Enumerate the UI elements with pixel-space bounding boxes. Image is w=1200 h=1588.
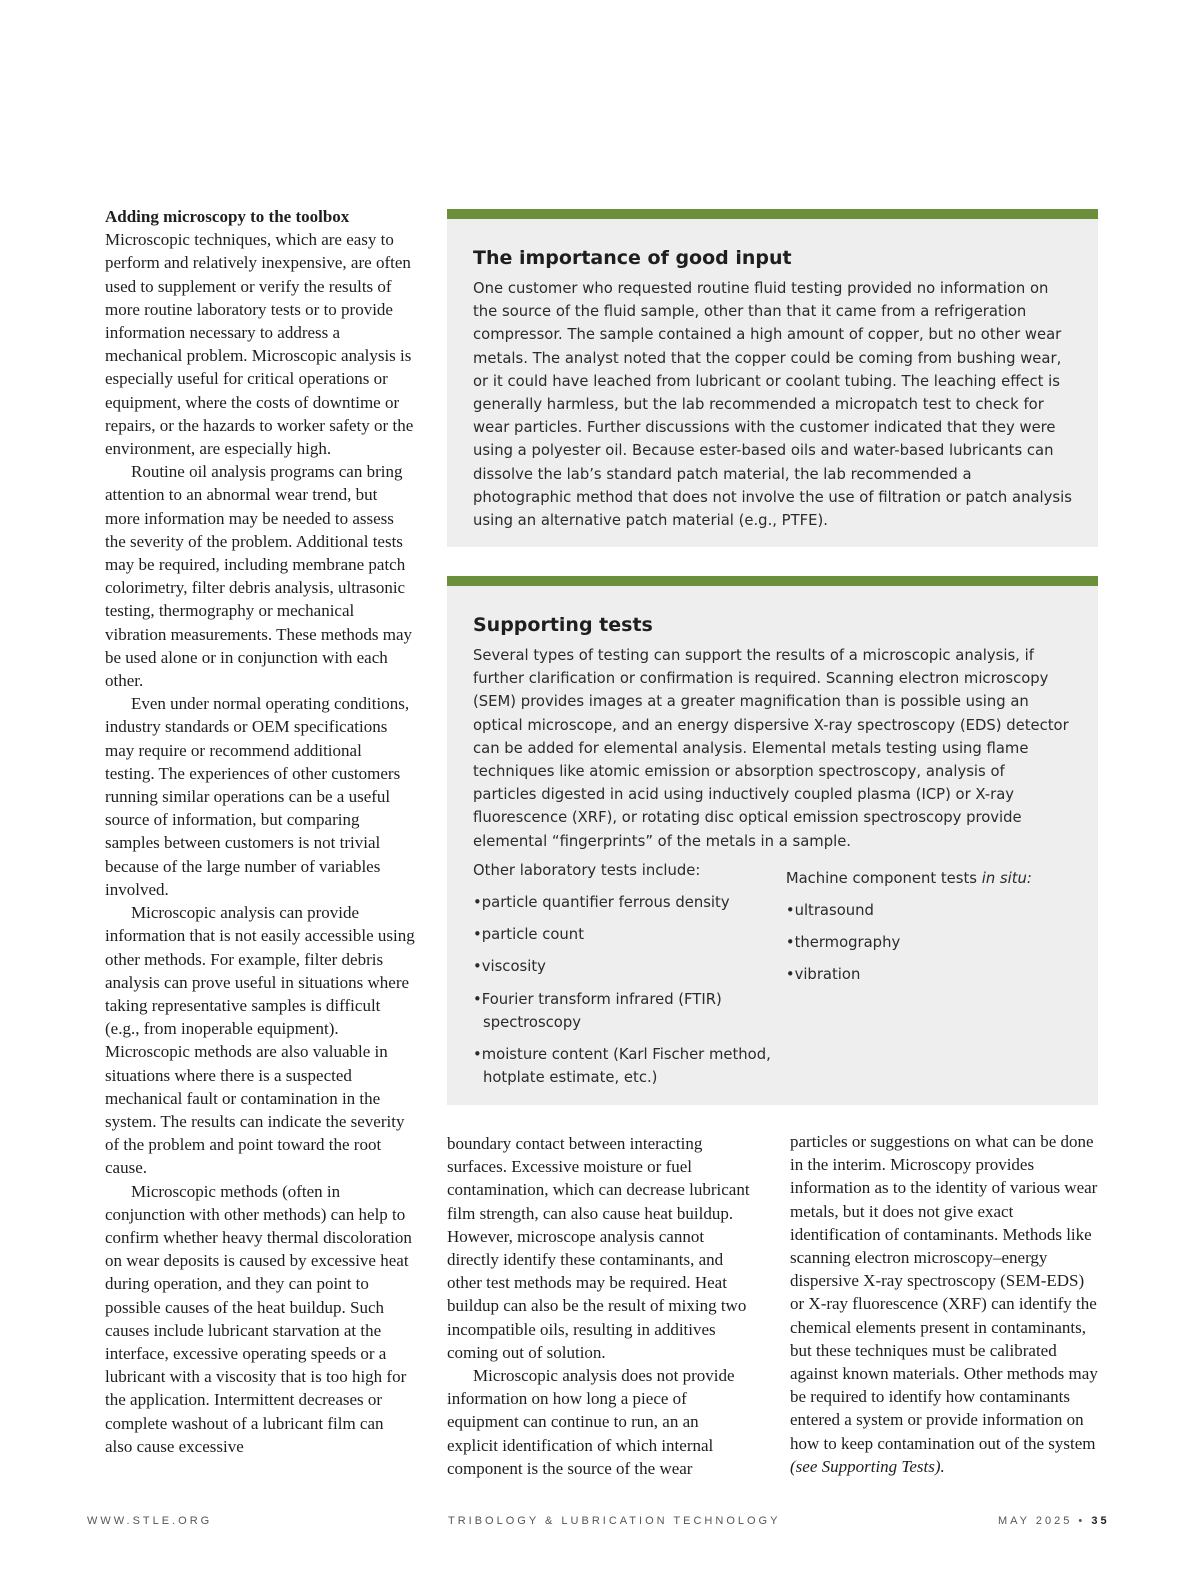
sidebar-box-supporting-tests (447, 576, 1098, 1105)
body-paragraph: Microscopic analysis can provide information that is not easily accessible using other methods. For example, filter debris analysis can prove useful in situations where taking representative samples is difficult (e.g., from inoperable equipment). Microscopic methods are also valuable in situations where there is a suspected mechanical fault or contamination in the system. The results can indicate the severity of the problem and point toward the root cause. (105, 903, 415, 1178)
test-lists (473, 859, 1072, 1099)
lab-tests-list (473, 859, 786, 1099)
footer-date: MAY 2025 • 35 (998, 1515, 1110, 1527)
list-item: • vibration (786, 963, 1072, 986)
body-paragraph: boundary contact between interacting surfaces. Excessive moisture or fuel contamination, which can decrease lubricant film strength, can also cause heat buildup. However, microscope analysis cannot directly identify these contaminants, and other test methods may be required. Heat buildup can also be the result of mixing two incompatible oils, resulting in additives coming out of solution. (447, 1134, 750, 1362)
list-item: • moisture content (Karl Fischer method, hotplate estimate, etc.) (473, 1043, 786, 1089)
body-paragraph: Microscopic techniques, which are easy to perform and relatively inexpensive, are often used to supplement or verify the results of more routine laboratory tests or to provide information necessary to address a mechanical problem. Microscopic analysis is especially useful for critical operations or equipment, where the costs of downtime or repairs, or the hazards to worker safety or the environment, are especially high. (105, 230, 414, 459)
body-paragraph: Even under normal operating conditions, industry standards or OEM specifications may require or recommend additional testing. The experiences of other customers running similar operations can be a useful source of information, but comparing samples between customers is not trivial because of the large number of variables involved. (105, 694, 410, 899)
box-body: Several types of testing can support the results of a microscopic analysis, if further clarification or confirmation is required. Scanning electron microscopy (SEM) provides images at a greater magnification than is possible using an optical microscope, and an energy dispersive X-ray spectroscopy (EDS) detector can be added for elemental analysis. Elemental metals testing using flame techniques like atomic emission or absorption spectroscopy, analysis of particles digested in acid using inductively coupled plasma (ICP) or X-ray fluorescence (XRF), or rotating disc optical emission spectroscopy provide elemental “fingerprints” of the metals in a sample. (473, 647, 1069, 850)
machine-tests-list (786, 859, 1072, 1099)
body-paragraph: particles or suggestions on what can be done in the interim. Microscopy provides information as to the identity of various wear metals, but it does not give exact identification of contaminants. Methods like scanning electron microscopy–energy dispersive X-ray spectroscopy (SEM-EDS) or X-ray fluorescence (XRF) can identify the chemical elements present in contaminants, but these techniques must be calibrated against known materials. Other methods may be required to identify how contaminants entered a system or provide information on how to keep contamination out of the system (see Supporting Tests). (790, 1132, 1098, 1476)
footer-publication: TRIBOLOGY & LUBRICATION TECHNOLOGY (448, 1515, 781, 1527)
list-item: • Fourier transform infrared (FTIR) spectroscopy (473, 988, 786, 1034)
left-column (105, 205, 415, 1458)
list-item: • particle count (473, 923, 786, 946)
body-paragraph: Microscopic methods (often in conjunction with other methods) can help to confirm whether heavy thermal discoloration on wear deposits is caused by excessive heat during operation, and they can point to possible causes of the heat buildup. Such causes include lubricant starvation at the interface, excessive operating speeds or a lubricant with a viscosity that is too high for the application. Intermittent decreases or complete washout of a lubricant film can also cause excessive (105, 1181, 412, 1456)
body-paragraph: Routine oil analysis programs can bring attention to an abnormal wear trend, but more information may be needed to assess the severity of the problem. Additional tests may be required, including membrane patch colorimetry, filter debris analysis, ultrasonic testing, thermography or mechanical vibration measurements. These methods may be used alone or in conjunction with each other. (105, 462, 413, 691)
cross-reference: (see Supporting Tests). (790, 1456, 945, 1476)
middle-column (447, 1132, 752, 1480)
box-title: The importance of good input (473, 247, 792, 269)
box-body: One customer who requested routine fluid testing provided no information on the source of the fluid sample, other than that it came from a refrigeration compressor. The sample contained a high amount of copper, but no other wear metals. The analyst noted that the copper could be coming from bushing wear, or it could have leached from lubricant or coolant tubing. The leaching effect is generally harmless, but the lab recommended a micropatch test to check for wear particles. Further discussions with the customer indicated that they were using a polyester oil. Because ester-based oils and water-based lubricants can dissolve the lab’s standard patch material, the lab recommended a photographic method that does not involve the use of filtration or patch analysis using an alternative patch material (e.g., PTFE). (473, 280, 1072, 530)
section-heading: Adding microscopy to the toolbox (105, 207, 350, 226)
list-item: • ultrasound (786, 899, 1072, 922)
right-column (790, 1130, 1100, 1478)
box-title: Supporting tests (473, 614, 653, 636)
sidebar-box-good-input (447, 209, 1098, 547)
list-item: • particle quantifier ferrous density (473, 891, 786, 914)
footer-website: WWW.STLE.ORG (87, 1515, 213, 1527)
body-paragraph: Microscopic analysis does not provide information on how long a piece of equipment can continue to run, an an explicit identification of which internal component is the source of the wear (447, 1366, 735, 1478)
page-number: 35 (1091, 1515, 1110, 1527)
lab-tests-heading: Other laboratory tests include: (473, 861, 701, 879)
machine-tests-heading: Machine component tests in situ: (785, 869, 1032, 887)
list-item: • viscosity (473, 955, 786, 978)
list-item: • thermography (786, 931, 1072, 954)
